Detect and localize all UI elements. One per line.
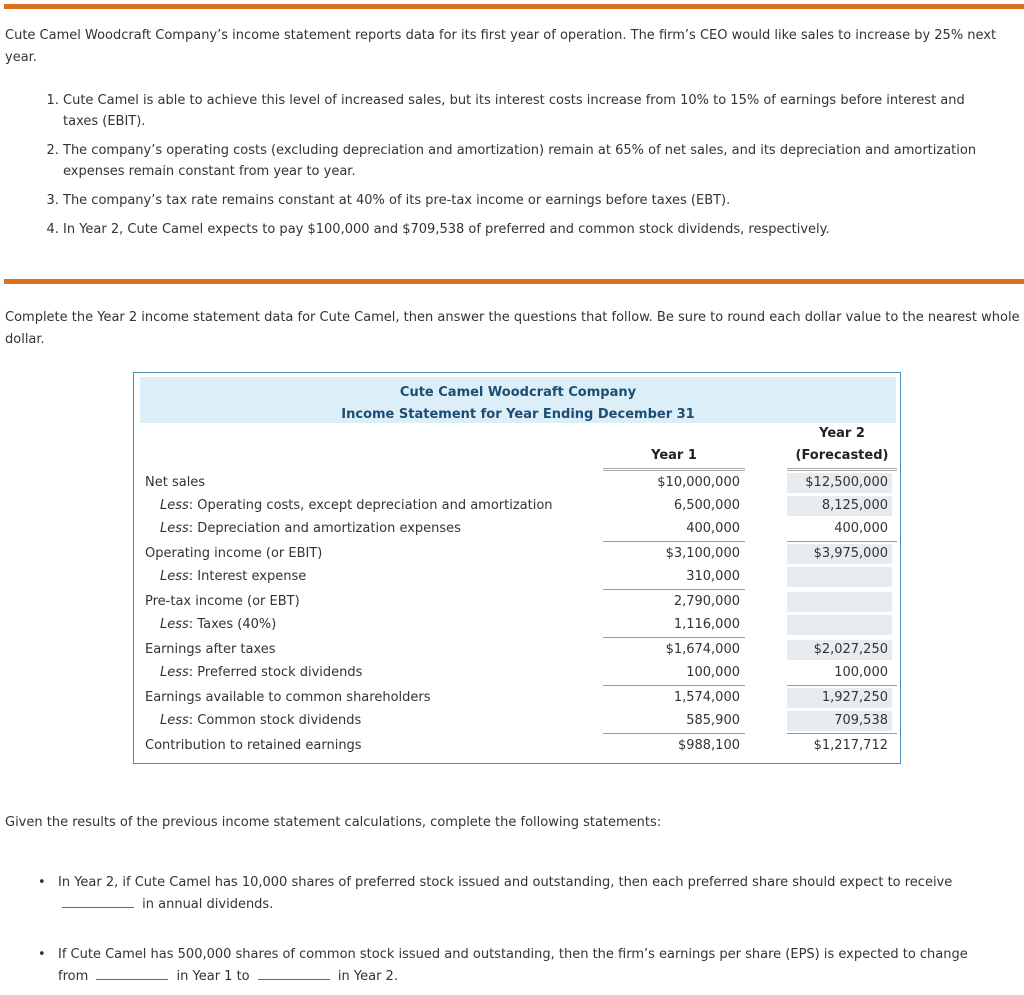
given-text: Given the results of the previous income statement calculations, complete the following statements: [5, 815, 662, 830]
row-label [160, 661, 362, 685]
year1-header: Year 1 [651, 448, 697, 463]
year1-value: $3,100,000 [665, 546, 740, 561]
table-row [134, 638, 900, 662]
year2-input[interactable] [787, 592, 892, 612]
row-label [160, 494, 553, 518]
row-label [160, 613, 276, 637]
year2-input[interactable]: 1,927,250 [787, 688, 892, 708]
year2-value: 400,000 [834, 521, 888, 536]
less-word: Less [160, 521, 189, 536]
table-row [134, 565, 900, 589]
question-text-part: in annual dividends. [142, 897, 274, 912]
year1-value: $10,000,000 [657, 475, 740, 490]
table-row [134, 709, 900, 733]
table-row [134, 686, 900, 710]
question-text-part: in Year 2. [337, 969, 398, 984]
table-row [134, 613, 900, 637]
year2-input[interactable]: 8,125,000 [787, 496, 892, 516]
year1-value: $988,100 [677, 738, 740, 753]
statement-title-band [140, 377, 896, 423]
row-label: Earnings available to common shareholders [145, 690, 431, 705]
row-label [160, 517, 461, 541]
top-divider [4, 4, 1024, 9]
table-row [134, 542, 900, 566]
row-label-text: : Taxes (40%) [188, 617, 277, 632]
row-label [160, 709, 361, 733]
less-word: Less [160, 665, 189, 680]
row-label-text: : Interest expense [188, 569, 307, 584]
year2-value: $1,217,712 [813, 738, 888, 753]
year2-input[interactable]: $12,500,000 [787, 473, 892, 493]
eps-year1-dropdown[interactable] [96, 978, 168, 980]
table-row [134, 590, 900, 614]
year2-forecasted-header: (Forecasted) [795, 448, 889, 463]
year2-input[interactable] [787, 567, 892, 587]
assumption-item: 3. The company’s tax rate remains constant at 40% of its pre-tax income or earnings before taxes (EBT). [63, 190, 993, 211]
year2-input[interactable] [787, 615, 892, 635]
year1-value: 585,900 [686, 713, 740, 728]
year1-value: 1,574,000 [673, 690, 740, 705]
year1-value: 310,000 [686, 569, 740, 584]
year1-value: 100,000 [686, 665, 740, 680]
question-text-part: If Cute Camel has 500,000 shares of common stock issued and outstanding, then the firm’s earnings per share (EPS) is expected to change from [58, 947, 968, 984]
row-label: Contribution to retained earnings [145, 738, 362, 753]
question-text-part: In Year 2, if Cute Camel has 10,000 shares of preferred stock issued and outstanding, then each preferred share should expect to receive [58, 875, 953, 890]
year1-value: 6,500,000 [673, 498, 740, 513]
table-row [134, 661, 900, 685]
intro-text: Cute Camel Woodcraft Company’s income statement reports data for its first year of operation. The firm’s CEO would like sales to increase by 25% next year. [5, 28, 997, 65]
table-row [134, 494, 900, 518]
preferred-dividend-dropdown[interactable] [62, 906, 134, 908]
income-statement-table [133, 372, 901, 764]
row-label: Earnings after taxes [145, 642, 276, 657]
instructions-text: Complete the Year 2 income statement data for Cute Camel, then answer the questions that follow. Be sure to round each dollar value to the nearest whole dollar. [5, 310, 1020, 347]
year2-input[interactable]: $2,027,250 [787, 640, 892, 660]
assumption-item: 2. The company’s operating costs (excluding depreciation and amortization) remain at 65% of net sales, and its depreciation and amortization expenses remain constant from year to year. [63, 140, 993, 182]
row-label: Pre-tax income (or EBT) [145, 594, 300, 609]
question-text-part: in Year 1 to [176, 969, 250, 984]
year1-value: 1,116,000 [673, 617, 740, 632]
question-text [58, 872, 998, 916]
year1-value: $1,674,000 [665, 642, 740, 657]
row-label: Operating income (or EBIT) [145, 546, 323, 561]
assumption-item: 1. Cute Camel is able to achieve this level of increased sales, but its interest costs increase from 10% to 15% of earnings before interest and taxes (EBIT). [63, 90, 993, 132]
bullet-icon: • [38, 947, 46, 962]
year2-input[interactable]: $3,975,000 [787, 544, 892, 564]
less-word: Less [160, 617, 189, 632]
row-label [160, 565, 306, 589]
table-row [134, 471, 900, 495]
year1-value: 2,790,000 [673, 594, 740, 609]
company-name: Cute Camel Woodcraft Company [399, 385, 637, 400]
less-word: Less [160, 569, 189, 584]
row-label-text: : Operating costs, except depreciation and amortization [188, 498, 553, 513]
assumptions-list [0, 90, 993, 248]
question-text [58, 944, 998, 988]
eps-year2-dropdown[interactable] [258, 978, 330, 980]
row-label-text: : Common stock dividends [188, 713, 362, 728]
bullet-icon: • [38, 875, 46, 890]
year2-header: Year 2 [819, 426, 865, 441]
year2-input[interactable]: 709,538 [787, 711, 892, 731]
table-row [134, 517, 900, 541]
year2-value: 100,000 [834, 665, 888, 680]
middle-divider [4, 279, 1024, 284]
row-label-text: : Preferred stock dividends [188, 665, 363, 680]
statement-subtitle: Income Statement for Year Ending December 31 [341, 407, 695, 422]
row-label: Net sales [145, 475, 206, 490]
table-row [134, 734, 900, 758]
less-word: Less [160, 498, 189, 513]
assumption-item: 4. In Year 2, Cute Camel expects to pay $100,000 and $709,538 of preferred and common stock dividends, respectively. [63, 219, 993, 240]
year1-value: 400,000 [686, 521, 740, 536]
row-label-text: : Depreciation and amortization expenses [188, 521, 461, 536]
less-word: Less [160, 713, 189, 728]
